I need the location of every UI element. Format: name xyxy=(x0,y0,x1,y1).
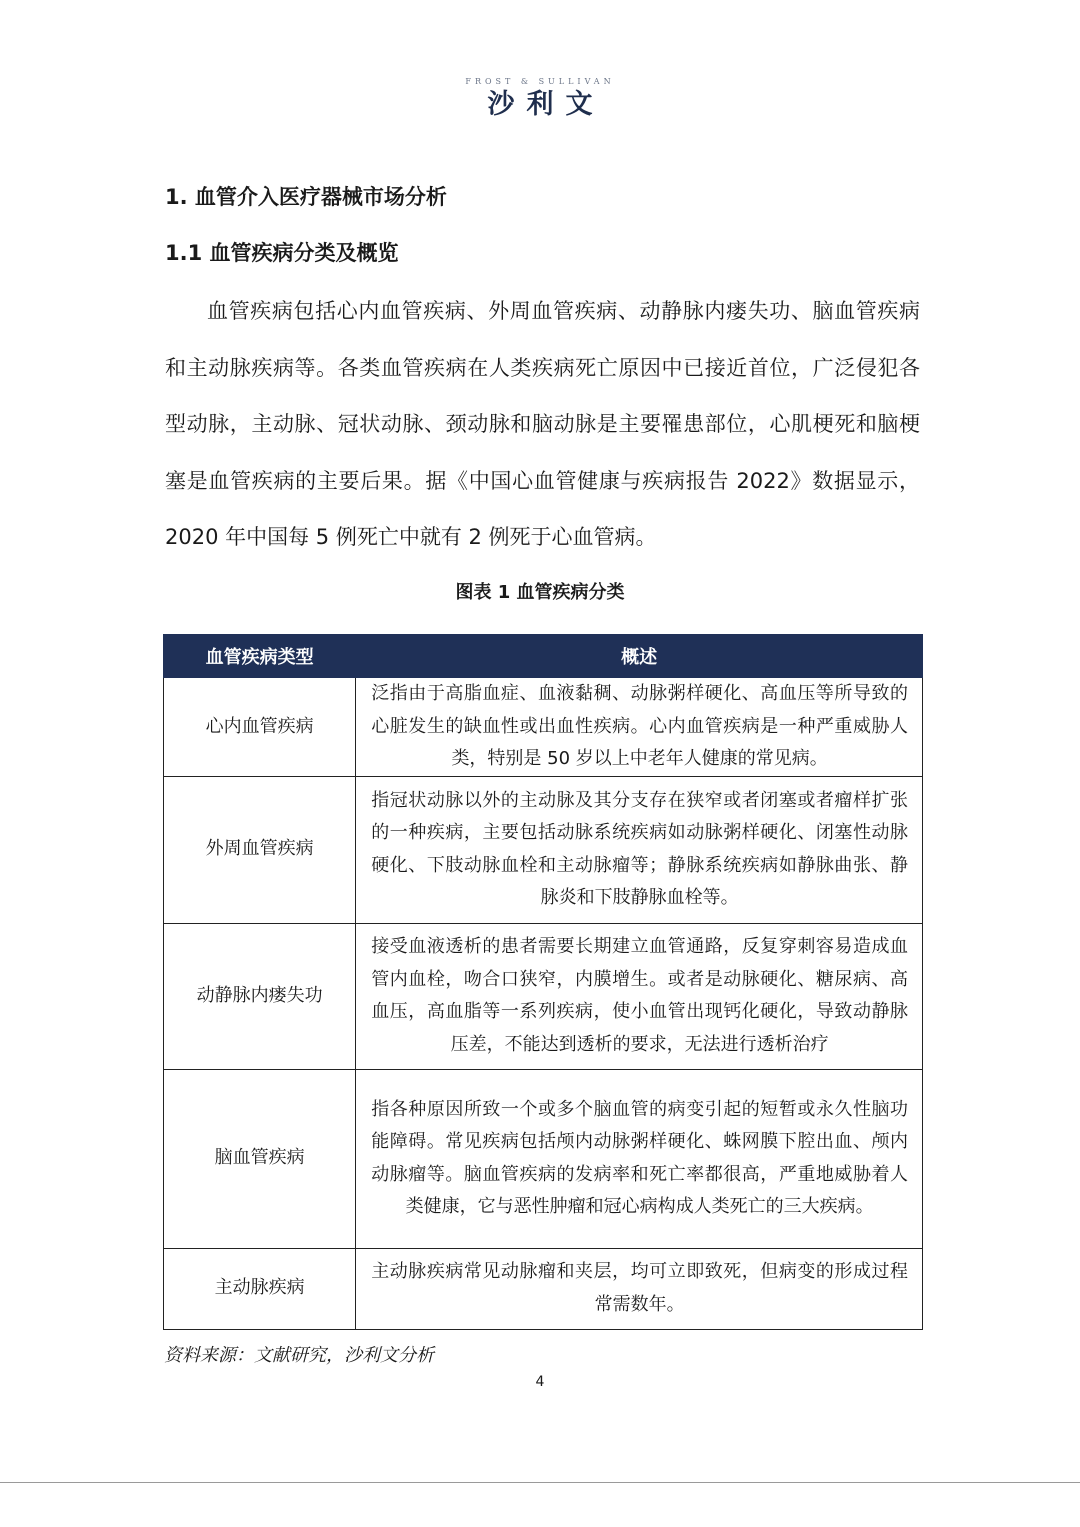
table-header-row xyxy=(164,635,923,678)
disease-description-cell: 接受血液透析的患者需要长期建立血管通路，反复穿刺容易造成血管内血栓，吻合口狭窄，内膜增生。或者是动脉硬化、糖尿病、高血压，高血脂等一系列疾病，使小血管出现钙化硬化，导致动静脉压差，不能达到透析的要求，无法进行透析治疗 xyxy=(356,923,923,1069)
table-row xyxy=(164,1248,923,1329)
figure-caption: 图表 1 血管疾病分类 xyxy=(455,582,625,603)
table-row xyxy=(164,1069,923,1248)
logo-english-text: FROST & SULLIVAN xyxy=(465,77,615,86)
table-row xyxy=(164,776,923,923)
body-paragraph: 血管疾病包括心内血管疾病、外周血管疾病、动静脉内瘘失功、脑血管疾病和主动脉疾病等。各类血管疾病在人类疾病死亡原因中已接近首位，广泛侵犯各型动脉，主动脉、冠状动脉、颈动脉和脑动脉是主要罹患部位，心肌梗死和脑梗塞是血管疾病的主要后果。据《中国心血管健康与疾病报告 2022》数据显示，2020 年中国每 5 例死亡中就有 2 例死于心血管病。 xyxy=(165,299,920,549)
disease-description-cell: 指冠状动脉以外的主动脉及其分支存在狭窄或者闭塞或者瘤样扩张的一种疾病，主要包括动脉系统疾病如动脉粥样硬化、闭塞性动脉硬化、下肢动脉血栓和主动脉瘤等；静脉系统疾病如静脉曲张、静脉炎和下肢静脉血栓等。 xyxy=(356,776,923,923)
disease-classification-table xyxy=(163,634,923,1330)
page-number: 4 xyxy=(535,1374,545,1390)
header-type: 血管疾病类型 xyxy=(164,635,356,678)
disease-type-cell: 心内血管疾病 xyxy=(164,678,356,777)
disease-description-cell: 泛指由于高脂血症、血液黏稠、动脉粥样硬化、高血压等所导致的心脏发生的缺血性或出血性疾病。心内血管疾病是一种严重威胁人类，特别是 50 岁以上中老年人健康的常见病。 xyxy=(356,678,923,777)
table-row xyxy=(164,678,923,777)
company-logo xyxy=(0,76,1080,122)
data-source-note: 资料来源：文献研究，沙利文分析 xyxy=(164,1345,434,1366)
disease-type-cell: 脑血管疾病 xyxy=(164,1069,356,1248)
table-row xyxy=(164,923,923,1069)
disease-description-cell: 指各种原因所致一个或多个脑血管的病变引起的短暂或永久性脑功能障碍。常见疾病包括颅内动脉粥样硬化、蛛网膜下腔出血、颅内动脉瘤等。脑血管疾病的发病率和死亡率都很高，严重地威胁着人类健康，它与恶性肿瘤和冠心病构成人类死亡的三大疾病。 xyxy=(356,1069,923,1248)
disease-type-cell: 外周血管疾病 xyxy=(164,776,356,923)
disease-type-cell: 主动脉疾病 xyxy=(164,1248,356,1329)
subsection-heading: 1.1 血管疾病分类及概览 xyxy=(165,241,399,265)
section-heading: 1. 血管介入医疗器械市场分析 xyxy=(165,185,447,209)
header-overview: 概述 xyxy=(356,635,923,678)
disease-description-cell: 主动脉疾病常见动脉瘤和夹层，均可立即致死，但病变的形成过程常需数年。 xyxy=(356,1248,923,1329)
page-bottom-divider xyxy=(0,1482,1080,1483)
logo-chinese-text: 沙利文 xyxy=(487,89,605,120)
disease-type-cell: 动静脉内瘘失功 xyxy=(164,923,356,1069)
